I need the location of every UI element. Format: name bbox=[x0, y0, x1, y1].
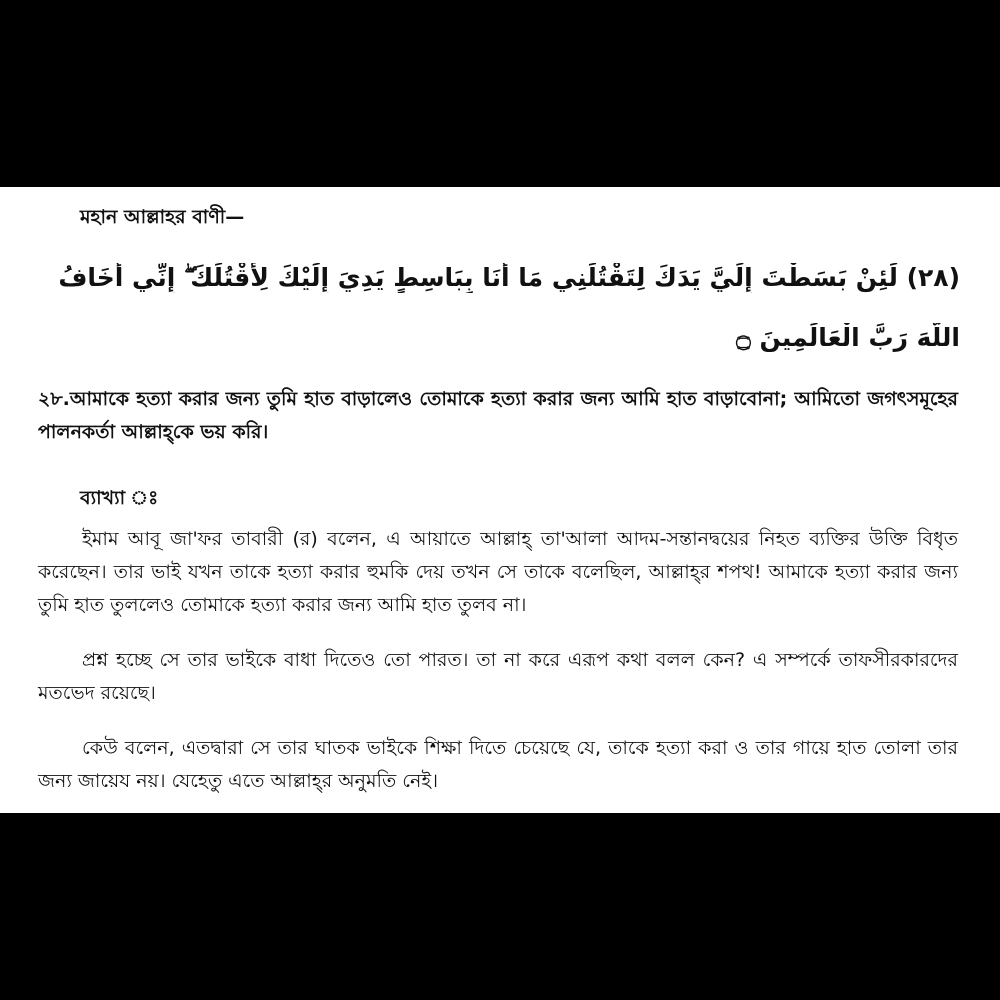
explanation-paragraph: প্রশ্ন হচ্ছে সে তার ভাইকে বাধা দিতেও তো পারত। তা না করে এরূপ কথা বলল কেন? এ সম্পর্কে তাফসীরকারদের মতভেদ রয়েছে। bbox=[38, 649, 958, 704]
explanation-heading: ব্যাখ্যা ঃ bbox=[80, 487, 159, 509]
page-heading: মহান আল্লাহর বাণী— bbox=[80, 206, 245, 228]
bottom-black-border bbox=[0, 813, 1000, 1000]
scanned-page bbox=[0, 187, 1000, 813]
arabic-verse-line-1: (٢٨) لَئِنْ بَسَطْتَ إِلَيَّ يَدَكَ لِتَقْتُلَنِي مَا أَنَا بِبَاسِطٍ يَدِيَ إِلَيْكَ لِأَقْتُلَكَ ۖ إِنِّي أَخَافُ bbox=[58, 263, 960, 292]
explanation-paragraph: কেউ বলেন, এতদ্বারা সে তার ঘাতক ভাইকে শিক্ষা দিতে চেয়েছে যে, তাকে হত্যা করা ও তার গায়ে হাত তোলা তার জন্য জায়েয নয়। যেহেতু এতে আল্লাহ্‌র অনুমতি নেই। bbox=[38, 737, 958, 792]
verse-translation: ২৮.আমাকে হত্যা করার জন্য তুমি হাত বাড়ালেও তোমাকে হত্যা করার জন্য আমি হাত বাড়াবোনা; আমিতো জগৎসমূহের পালনকর্তা আল্লাহ্‌কে ভয় করি। bbox=[38, 388, 958, 443]
explanation-paragraph: ইমাম আবূ জা'ফর তাবারী (র) বলেন, এ আয়াতে আল্লাহ্‌ তা'আলা আদম-সন্তানদ্বয়ের নিহত ব্যক্তির উক্তি বিধৃত করেছেন। তার ভাই যখন তাকে হত্যা করার হুমকি দেয় তখন সে তাকে বলেছিল, আল্লাহ্‌র শপথ! আমাকে হত্যা করার জন্য তুমি হাত তুললেও তোমাকে হত্যা করার জন্য আমি হাত তুলব না। bbox=[38, 528, 958, 616]
arabic-verse-line-2: اللَّهَ رَبَّ الْعَالَمِينَ ۝ bbox=[736, 323, 960, 352]
top-black-border bbox=[0, 0, 1000, 187]
